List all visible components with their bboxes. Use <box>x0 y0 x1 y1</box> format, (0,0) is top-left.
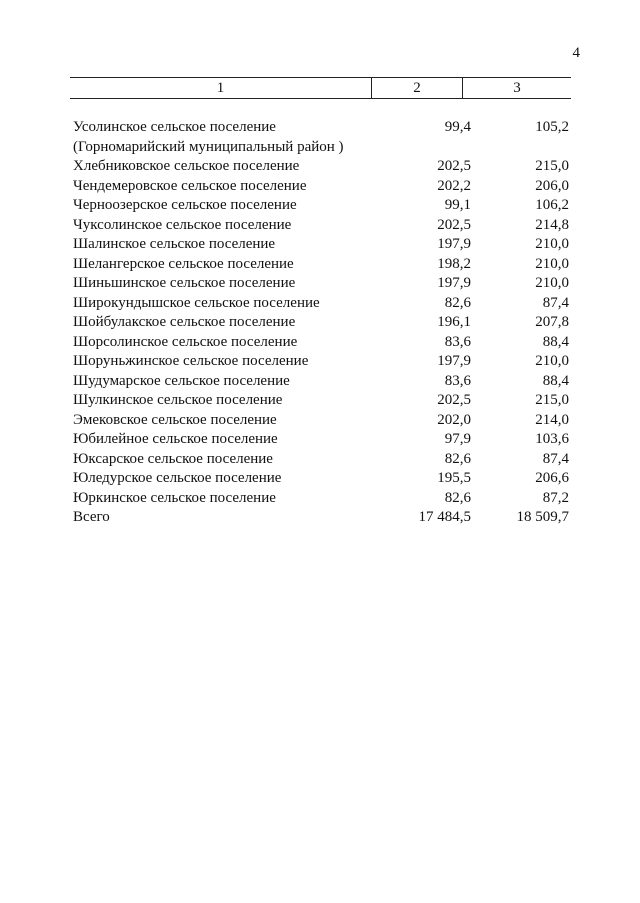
table-row-continuation <box>73 138 569 158</box>
row-value-col2: 17 484,5 <box>418 509 471 525</box>
row-value-col3: 88,4 <box>542 333 569 350</box>
table-row <box>73 352 569 372</box>
row-name: Юксарское сельское поселение <box>73 450 273 467</box>
table-row <box>73 372 569 392</box>
row-value-col3: 103,6 <box>535 431 569 447</box>
row-value-col2: 82,6 <box>444 294 471 311</box>
row-value-col2: 82,6 <box>444 489 471 506</box>
row-name: Эмековское сельское поселение <box>73 411 277 428</box>
row-value-col3: 87,4 <box>542 450 569 467</box>
row-value-col2: 202,5 <box>437 158 471 174</box>
row-value-col2: 202,0 <box>437 411 471 428</box>
row-name: Юркинское сельское поселение <box>73 489 276 506</box>
table-row <box>73 118 569 138</box>
table-row <box>73 391 569 411</box>
row-name: Шелангерское сельское поселение <box>73 255 294 272</box>
table-row <box>73 274 569 294</box>
table-row <box>73 411 569 431</box>
row-name: Шулкинское сельское поселение <box>73 392 283 408</box>
row-value-col2: 99,4 <box>444 119 471 135</box>
row-value-col3: 210,0 <box>535 353 569 369</box>
column-header-1: 1 <box>70 78 372 98</box>
row-name-continuation: (Горномарийский муниципальный район ) <box>73 138 344 155</box>
column-header-3: 3 <box>513 79 521 96</box>
row-value-col2: 83,6 <box>444 333 471 350</box>
table-row <box>73 157 569 177</box>
row-value-col3: 87,4 <box>542 294 569 311</box>
column-header-2: 2 <box>372 78 463 98</box>
row-value-col3: 214,0 <box>535 411 569 428</box>
table-row <box>73 313 569 333</box>
row-value-col2: 202,5 <box>437 392 471 408</box>
row-value-col2: 197,9 <box>437 353 471 369</box>
row-value-col3: 214,8 <box>535 216 569 233</box>
table-row <box>73 450 569 470</box>
row-name: Чендемеровское сельское поселение <box>73 177 307 194</box>
row-value-col3: 215,0 <box>535 392 569 408</box>
row-value-col2: 82,6 <box>444 450 471 467</box>
table-row <box>73 489 569 509</box>
row-name: Шиньшинское сельское поселение <box>73 275 296 291</box>
row-name: Шудумарское сельское поселение <box>73 372 290 389</box>
row-value-col3: 18 509,7 <box>516 509 569 525</box>
row-name: Шалинское сельское поселение <box>73 236 276 252</box>
table-row <box>73 294 569 314</box>
page-number: 4 <box>572 45 580 61</box>
table-row <box>73 196 569 216</box>
table-row <box>73 469 569 489</box>
row-value-col3: 206,6 <box>535 470 569 486</box>
row-value-col2: 83,6 <box>444 372 471 389</box>
row-name: Шоруньжинское сельское поселение <box>73 353 309 369</box>
table-row <box>73 333 569 353</box>
row-value-col2: 202,5 <box>437 216 471 233</box>
row-name: Всего <box>73 509 110 525</box>
row-value-col3: 210,0 <box>535 255 569 272</box>
row-value-col3: 88,4 <box>542 372 569 389</box>
row-value-col2: 195,5 <box>437 470 471 486</box>
row-value-col2: 99,1 <box>444 197 471 213</box>
row-value-col2: 97,9 <box>444 431 471 447</box>
row-value-col3: 210,0 <box>535 275 569 291</box>
row-value-col3: 105,2 <box>535 119 569 135</box>
table-row <box>73 255 569 275</box>
row-value-col3: 207,8 <box>535 314 569 330</box>
row-value-col2: 196,1 <box>437 314 471 330</box>
row-name: Широкундышское сельское поселение <box>73 294 320 311</box>
row-name: Хлебниковское сельское поселение <box>73 158 300 174</box>
table-row <box>73 216 569 236</box>
row-value-col2: 202,2 <box>437 177 471 194</box>
table-body <box>73 118 569 528</box>
row-name: Чуксолинское сельское поселение <box>73 216 292 233</box>
row-value-col2: 197,9 <box>437 236 471 252</box>
row-name: Шорсолинское сельское поселение <box>73 333 298 350</box>
row-name: Юбилейное сельское поселение <box>73 431 278 447</box>
table-row <box>73 177 569 197</box>
row-value-col2: 198,2 <box>437 255 471 272</box>
row-container <box>73 157 569 528</box>
row-value-col3: 87,2 <box>542 489 569 506</box>
row-value-col3: 106,2 <box>535 197 569 213</box>
row-value-col2: 197,9 <box>437 275 471 291</box>
row-value-col3: 206,0 <box>535 177 569 194</box>
row-name: Усолинское сельское поселение <box>73 119 276 135</box>
row-name: Шойбулакское сельское поселение <box>73 314 296 330</box>
row-value-col3: 210,0 <box>535 236 569 252</box>
table-row <box>73 430 569 450</box>
table-row <box>73 508 569 528</box>
table-header <box>70 77 571 99</box>
row-name: Юледурское сельское поселение <box>73 470 282 486</box>
table-row <box>73 235 569 255</box>
row-value-col3: 215,0 <box>535 158 569 174</box>
row-name: Черноозерское сельское поселение <box>73 197 297 213</box>
